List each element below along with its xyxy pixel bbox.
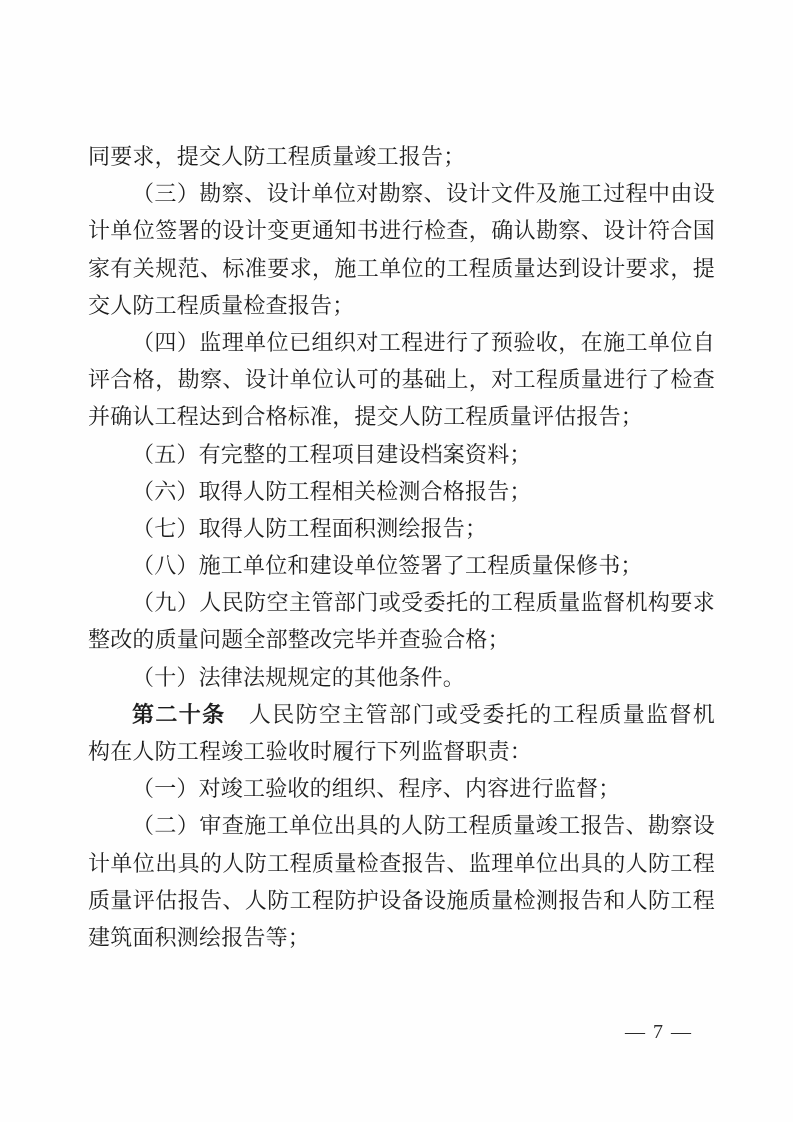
text-line: 构在人防工程竣工验收时履行下列监督职责： xyxy=(88,739,533,764)
text-line: 计单位签署的设计变更通知书进行检查，确认勘察、设计符合国 xyxy=(88,218,715,244)
document-body xyxy=(88,138,715,956)
text-line: （六）取得人防工程相关检测合格报告； xyxy=(132,478,532,504)
text-line: 同要求，提交人防工程质量竣工报告； xyxy=(88,144,466,169)
text-line: 并确认工程达到合格标准，提交人防工程质量评估报告； xyxy=(88,404,644,430)
text-line: （十）法律法规规定的其他条件。 xyxy=(132,664,466,690)
text-line: （三）勘察、设计单位对勘察、设计文件及施工过程中由设 xyxy=(132,181,715,207)
text-line: 整改的质量问题全部整改完毕并查验合格； xyxy=(88,627,510,653)
text-line: （七）取得人防工程面积测绘报告； xyxy=(132,515,488,541)
text-line: 计单位出具的人防工程质量检查报告、监理单位出具的人防工程 xyxy=(88,850,715,876)
text-line: （四）监理单位已组织对工程进行了预验收，在施工单位自 xyxy=(132,329,715,355)
page-number: — 7 — xyxy=(625,1021,691,1043)
text-line: （二）审查施工单位出具的人防工程质量竣工报告、勘察设 xyxy=(132,813,715,839)
page-footer xyxy=(625,1019,691,1045)
text-line: 交人防工程质量检查报告； xyxy=(88,292,355,318)
article-number: 第二十条 xyxy=(132,701,226,727)
text-line-content: 人民防空主管部门或受委托的工程质量监督机 xyxy=(225,701,715,727)
text-line: 评合格，勘察、设计单位认可的基础上，对工程质量进行了检查 xyxy=(88,367,715,393)
text-line: 质量评估报告、人防工程防护设备设施质量检测报告和人防工程 xyxy=(88,887,715,913)
text-line: （九）人民防空主管部门或受委托的工程质量监督机构要求 xyxy=(132,590,715,616)
text-line: （一）对竣工验收的组织、程序、内容进行监督； xyxy=(132,776,621,802)
text-line: 建筑面积测绘报告等； xyxy=(88,924,311,950)
text-line xyxy=(88,696,715,733)
text-line: （五）有完整的工程项目建设档案资料； xyxy=(132,441,532,467)
text-line: （八）施工单位和建设单位签署了工程质量保修书； xyxy=(132,553,643,579)
text-line: 家有关规范、标准要求，施工单位的工程质量达到设计要求，提 xyxy=(88,255,715,281)
